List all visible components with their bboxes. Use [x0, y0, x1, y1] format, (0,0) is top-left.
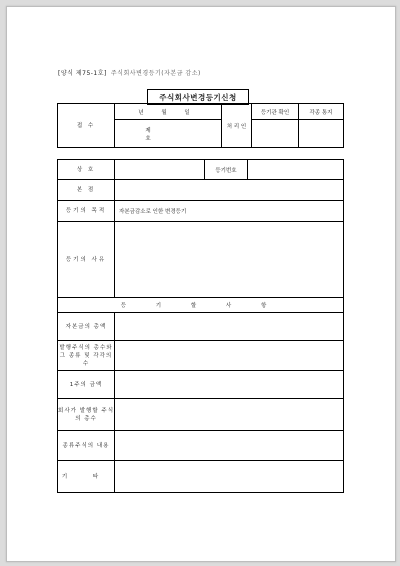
purpose-value[interactable]: 자본금감소로 인한 변경등기: [115, 201, 344, 222]
registration-number-label: 등기번호: [205, 160, 248, 180]
par-value-field[interactable]: [115, 371, 344, 399]
notification-header: 각종 통지: [299, 104, 344, 120]
issued-shares-label: 발행주식의 총수와 그 종류 및 각각의 수: [58, 341, 115, 371]
notification-cell[interactable]: [299, 120, 344, 148]
receipt-label: 접 수: [58, 104, 115, 148]
shares-to-issue-field[interactable]: [115, 399, 344, 431]
registration-number-field[interactable]: [248, 160, 344, 180]
receipt-table: [57, 103, 344, 148]
reason-label: 등기의 사유: [58, 222, 115, 298]
document-title: 주식회사변경등기신청: [147, 89, 249, 105]
receipt-date-header: 년 월 일: [115, 104, 222, 120]
head-office-field[interactable]: [115, 180, 344, 201]
purpose-label: 등기의 목적: [58, 201, 115, 222]
trade-name-field[interactable]: [115, 160, 205, 180]
registration-table: [57, 159, 344, 493]
head-office-label: 본 점: [58, 180, 115, 201]
form-name: 주식회사변경등기(자본금 감소): [110, 70, 201, 77]
issued-shares-field[interactable]: [115, 341, 344, 371]
section-header: 등 기 할 사 항: [58, 298, 344, 313]
par-value-label: 1주의 금액: [58, 371, 115, 399]
other-field[interactable]: [115, 461, 344, 493]
receipt-number: 제 호: [115, 120, 222, 148]
registrar-check-cell[interactable]: [252, 120, 299, 148]
capital-label: 자본금의 총액: [58, 313, 115, 341]
shares-to-issue-label: 회사가 발행할 주식의 총수: [58, 399, 115, 431]
registrar-check-header: 등기관 확인: [252, 104, 299, 120]
other-label: 기 타: [58, 461, 115, 493]
processor-label: 처 리 인: [222, 104, 252, 148]
form-code: [양식 제75-1호]: [58, 70, 107, 77]
share-type-label: 종류주식의 내용: [58, 431, 115, 461]
capital-field[interactable]: [115, 313, 344, 341]
share-type-field[interactable]: [115, 431, 344, 461]
reason-field[interactable]: [115, 222, 344, 298]
trade-name-label: 상 호: [58, 160, 115, 180]
form-reference: [58, 68, 201, 77]
